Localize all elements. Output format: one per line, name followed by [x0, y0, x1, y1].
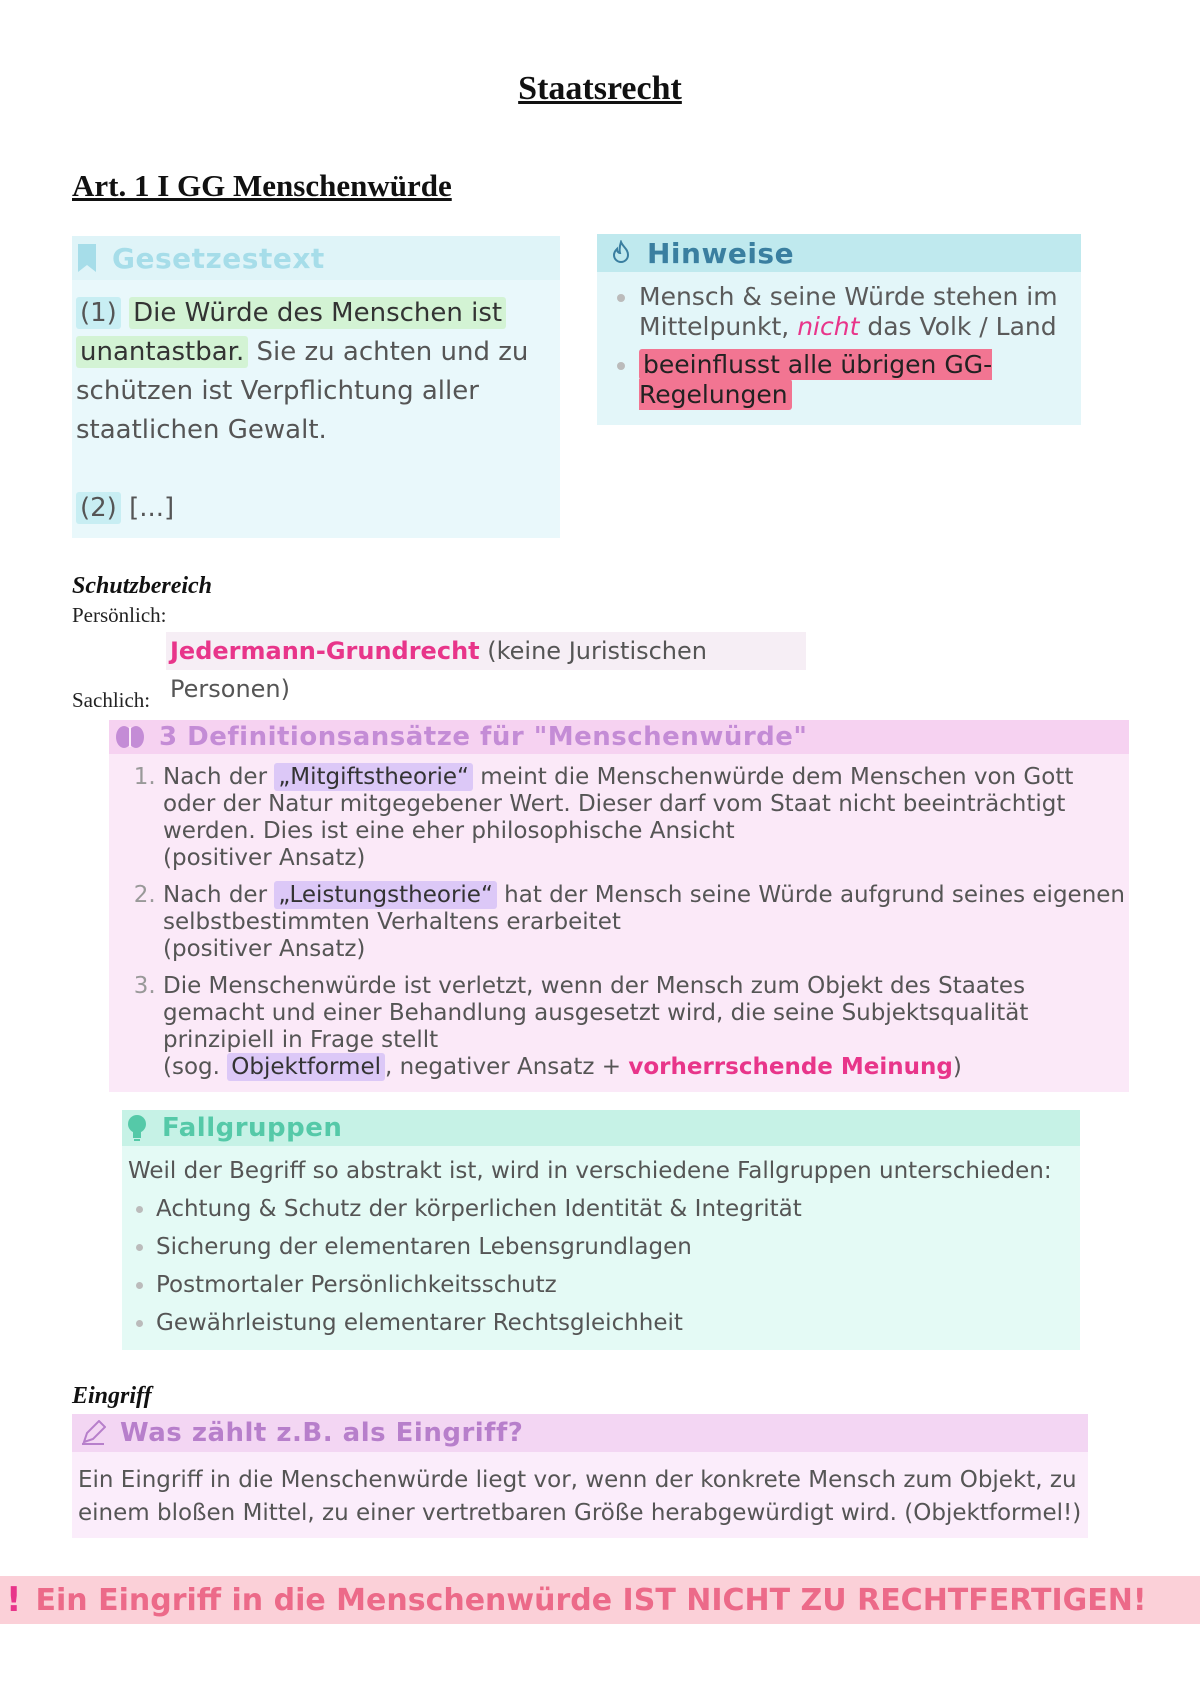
page-title: Staatsrecht: [518, 70, 682, 107]
list-item: 3. Die Menschenwürde ist verletzt, wenn der Mensch zum Objekt des Staates gemacht und einer Behandlung ausgesetzt wird, die seine Subjektsqualität prinzipiell in Frage stellt (sog. Objektformel , negativer Ansatz + vorherrschende Meinung): [163, 973, 1129, 1081]
fallgruppen-intro: Weil der Begriff so abstrakt ist, wird in verschiedene Fallgruppen unterschieden:: [128, 1158, 1052, 1184]
fallgruppen-header: [122, 1110, 1080, 1146]
eingriff-box: [72, 1414, 1088, 1538]
list-item: • Achtung & Schutz der körperlichen Identität & Integrität: [156, 1190, 1080, 1228]
definitionsansaetze-header: [109, 720, 1129, 754]
pencil-icon: [80, 1420, 106, 1446]
fallgruppen-heading: Fallgruppen: [162, 1113, 343, 1143]
paragraph-number: (1): [76, 297, 121, 329]
list-item: • Postmortaler Persönlichkeitsschutz: [156, 1266, 1080, 1304]
hinweise-box: [597, 234, 1081, 425]
highlight-text: unantastbar.: [76, 336, 248, 368]
highlight-text: „Mitgiftstheorie“: [274, 763, 473, 791]
jedermann-term: Jedermann-Grundrecht: [170, 637, 480, 665]
eingriff-heading: Was zählt z.B. als Eingriff?: [120, 1418, 524, 1448]
law-text: [...]: [120, 493, 175, 523]
exclamation-icon: !: [6, 1580, 22, 1620]
bookmark-icon: [76, 243, 98, 273]
gesetzestext-heading: Gesetzestext: [112, 241, 325, 275]
warning-banner: [0, 1576, 1200, 1624]
highlight-text: Die Würde des Menschen ist: [129, 297, 506, 329]
label-persoenlich: Persönlich:: [72, 603, 167, 627]
list-item: [639, 350, 1081, 410]
subheading-eingriff: Eingriff: [72, 1383, 152, 1409]
eingriff-text: Ein Eingriff in die Menschenwürde liegt vor, wenn der konkrete Mensch zum Objekt, zu einem bloßen Mittel, zu einer vertretbaren Größe herabgewürdigt wird. (Objektformel!): [78, 1467, 1082, 1526]
highlight-text: Objektformel: [227, 1053, 385, 1081]
brain-icon: [115, 724, 145, 750]
paragraph-number: (2): [76, 492, 121, 524]
hinweise-heading: Hinweise: [647, 236, 795, 270]
section-title: Art. 1 I GG Menschenwürde: [72, 168, 452, 203]
definitions-list: [109, 764, 1129, 1081]
eingriff-header: [72, 1414, 1088, 1452]
law-text: Sie zu achten und zu schützen ist Verpflichtung aller staatlichen Gewalt.: [76, 337, 529, 445]
fallgruppen-box: [122, 1110, 1080, 1350]
list-item: • Gewährleistung elementarer Rechtsgleichheit: [156, 1304, 1080, 1342]
warning-text: Ein Eingriff in die Menschenwürde IST NICHT ZU RECHTFERTIGEN!: [35, 1582, 1147, 1618]
gesetzestext-body: [72, 280, 560, 528]
gesetzestext-header: [72, 236, 560, 280]
list-item: • Mensch & seine Würde stehen im Mittelpunkt, nicht das Volk / Land: [639, 282, 1081, 342]
hinweise-header: [597, 234, 1081, 272]
jedermann-box: Jedermann-Grundrecht (keine Juristischen Personen): [166, 632, 806, 670]
subheading-schutzbereich: Schutzbereich: [72, 573, 213, 599]
flame-icon: [609, 240, 633, 266]
lightbulb-icon: [126, 1114, 148, 1142]
fallgruppen-list: [122, 1190, 1080, 1342]
definitionsansaetze-heading: 3 Definitionsansätze für "Menschenwürde": [159, 722, 808, 752]
list-item: 1. Nach der „Mitgiftstheorie“ meint die Menschenwürde dem Menschen von Gott oder der Natur mitgegebener Wert. Dieser darf vom Staat nicht beeinträchtigt werden. Dies ist eine eher philosophische Ansicht (positiver Ansatz): [163, 764, 1129, 872]
list-item: 2. Nach der „Leistungstheorie“ hat der Mensch seine Würde aufgrund seines eigenen selbstbestimmten Verhaltens erarbeitet (positiver Ansatz): [163, 882, 1129, 963]
list-item: • Sicherung der elementaren Lebensgrundlagen: [156, 1228, 1080, 1266]
highlight-text: beeinflusst alle übrigen GG-Regelungen: [639, 350, 993, 409]
label-sachlich: Sachlich:: [72, 688, 151, 712]
hinweise-list: [597, 282, 1081, 410]
gesetzestext-box: [72, 236, 560, 538]
highlight-text: „Leistungstheorie“: [274, 881, 497, 909]
definitionsansaetze-box: [109, 720, 1129, 1092]
